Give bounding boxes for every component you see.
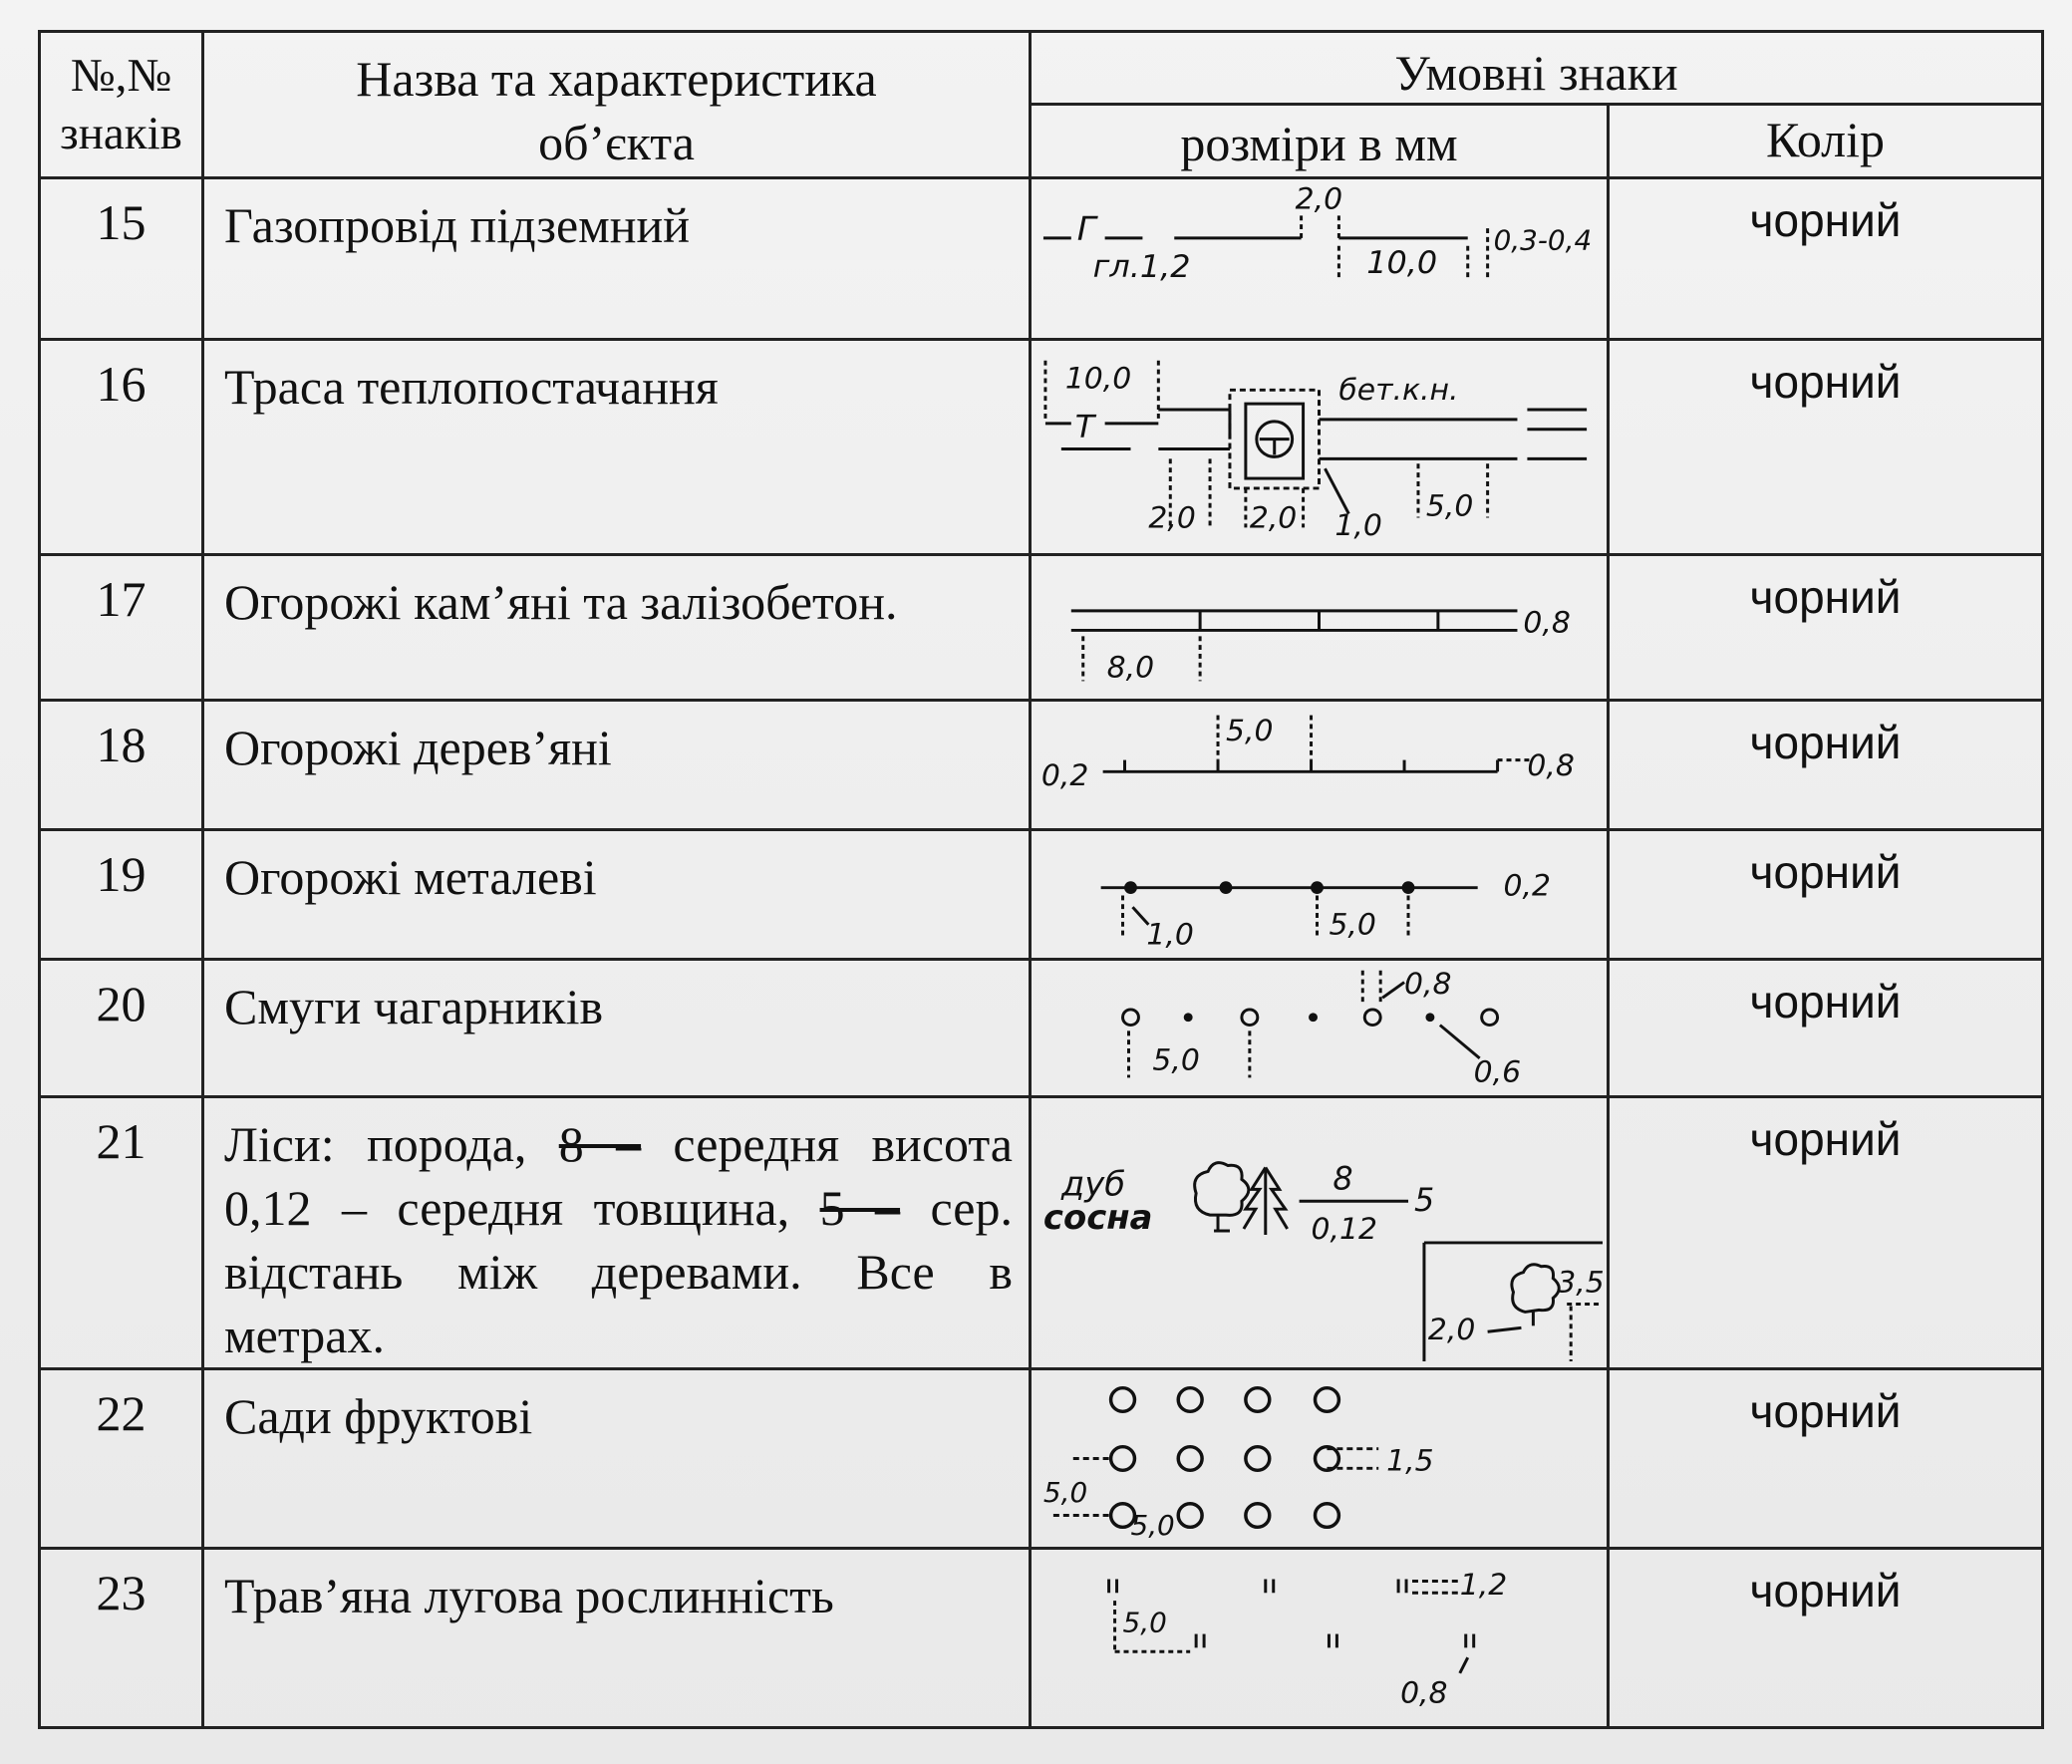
row-number: 22	[40, 1369, 203, 1549]
struck-value: 8 –	[558, 1116, 642, 1172]
annotation: 2,0	[1427, 1313, 1476, 1348]
annotation: 2,0	[1295, 180, 1343, 216]
row-name: Газопровід підземний	[203, 178, 1031, 340]
symbol-gas-pipeline	[1031, 178, 1609, 340]
annotation: 5,0	[1425, 488, 1474, 524]
struck-value: 5 –	[819, 1180, 901, 1236]
annotation: 8,0	[1106, 650, 1155, 685]
annotation: 2,0	[1249, 500, 1298, 536]
table-row	[40, 555, 2043, 701]
fruit-orchard-symbol	[1032, 1370, 1607, 1547]
annotation: 0,2	[1503, 868, 1551, 903]
annotation: Т	[1074, 409, 1095, 445]
annotation: 5,0	[1042, 1475, 1088, 1509]
row-name: Огорожі дерев’яні	[203, 701, 1031, 830]
table-row	[40, 178, 2043, 340]
header-name	[203, 32, 1031, 178]
annotation: 5,0	[1122, 1606, 1167, 1639]
symbol-heating-route	[1031, 340, 1609, 555]
annotation: 1,5	[1386, 1442, 1434, 1478]
deciduous-tree-icon	[1195, 1163, 1249, 1216]
header-number-line2: знаків	[60, 108, 182, 159]
table-row	[40, 1097, 2043, 1369]
row-name: Огорожі металеві	[203, 830, 1031, 960]
row-color: чорний	[1609, 178, 2043, 340]
row-number: 17	[40, 555, 203, 701]
gas-pipeline-symbol	[1032, 179, 1607, 338]
table-row	[40, 340, 2043, 555]
annotation: 3,5	[1557, 1265, 1605, 1301]
annotation: 5,0	[1152, 1042, 1200, 1077]
row-color: чорний	[1609, 701, 2043, 830]
annotation: гл.1,2	[1092, 249, 1191, 286]
symbol-fruit-orchard	[1031, 1369, 1609, 1549]
row-color: чорний	[1609, 1369, 2043, 1549]
symbol-shrub-strip	[1031, 960, 1609, 1097]
annotation: дуб	[1060, 1164, 1126, 1204]
row-name: Огорожі кам’яні та залізобетон.	[203, 555, 1031, 701]
row-name: Сади фруктові	[203, 1369, 1031, 1549]
annotation: 5,0	[1130, 1509, 1175, 1543]
forest-symbol	[1032, 1098, 1607, 1367]
annotation: 2,0	[1148, 500, 1196, 536]
row-name: Смуги чагарників	[203, 960, 1031, 1097]
symbol-metal-fence	[1031, 830, 1609, 960]
header-symbols: Умовні знаки	[1031, 32, 2043, 105]
annotation: 10,0	[1064, 361, 1132, 397]
annotation: 1,0	[1146, 917, 1194, 952]
row-number: 19	[40, 830, 203, 960]
row-color: чорний	[1609, 1549, 2043, 1728]
table-row	[40, 701, 2043, 830]
row-number: 21	[40, 1097, 203, 1369]
row-number: 15	[40, 178, 203, 340]
symbol-forest	[1031, 1097, 1609, 1369]
row-color: чорний	[1609, 830, 2043, 960]
row-name	[203, 1097, 1031, 1369]
symbol-stone-fence	[1031, 555, 1609, 701]
row-name: Трав’яна лугова рослинність	[203, 1549, 1031, 1728]
annotation: 10,0	[1366, 245, 1438, 282]
annotation: 5	[1414, 1182, 1435, 1220]
shrub-strip-symbol	[1032, 961, 1607, 1095]
header-name-line1: Назва та характеристика	[356, 51, 877, 107]
row-color: чорний	[1609, 1097, 2043, 1369]
annotation: 1,0	[1334, 508, 1382, 544]
annotation: 0,6	[1473, 1054, 1522, 1089]
annotation: сосна	[1042, 1198, 1153, 1238]
symbol-meadow-grass	[1031, 1549, 1609, 1728]
name-part: середня висота 0,12 – середня товщина,	[224, 1116, 1014, 1236]
annotation: 0,8	[1523, 605, 1571, 640]
row-number: 18	[40, 701, 203, 830]
metal-fence-symbol	[1032, 831, 1607, 958]
name-part: Ліси: порода,	[224, 1116, 559, 1172]
wooden-fence-symbol	[1032, 702, 1607, 828]
header-row-1	[40, 32, 2043, 105]
name-part: сер. відстань між деревами. Все в метрах.	[224, 1180, 1014, 1363]
annotation: 0,2	[1040, 758, 1089, 792]
table-row	[40, 960, 2043, 1097]
annotation: 1,2	[1459, 1567, 1508, 1603]
legend-table	[38, 30, 2044, 1729]
table-row	[40, 830, 2043, 960]
annotation: 5,0	[1225, 714, 1274, 748]
row-number: 20	[40, 960, 203, 1097]
annotation: 0,8	[1400, 1674, 1448, 1710]
row-number: 23	[40, 1549, 203, 1728]
symbol-wooden-fence	[1031, 701, 1609, 830]
row-number: 16	[40, 340, 203, 555]
header-number	[40, 32, 203, 178]
header-sizes: розміри в мм	[1031, 105, 1609, 178]
row-color: чорний	[1609, 340, 2043, 555]
row-color: чорний	[1609, 555, 2043, 701]
heating-route-symbol	[1032, 341, 1607, 553]
header-color: Колір	[1609, 105, 2043, 178]
row-color: чорний	[1609, 960, 2043, 1097]
annotation: 5,0	[1329, 907, 1376, 942]
annotation: бет.к.н.	[1338, 373, 1459, 409]
annotation: 0,8	[1527, 748, 1575, 783]
annotation: Г	[1076, 209, 1096, 248]
meadow-grass-symbol	[1032, 1550, 1607, 1726]
header-number-line1: №,№	[70, 50, 172, 102]
annotation: 0,12	[1311, 1211, 1377, 1247]
annotation: 0,8	[1404, 967, 1452, 1002]
annotation: 0,3-0,4	[1493, 223, 1593, 257]
annotation: 8	[1332, 1160, 1353, 1198]
table-row	[40, 1549, 2043, 1728]
deciduous-tree-icon	[1512, 1265, 1559, 1313]
table-row	[40, 1369, 2043, 1549]
stone-fence-symbol	[1032, 556, 1607, 699]
row-name: Траса теплопостачання	[203, 340, 1031, 555]
header-name-line2: об’єкта	[538, 115, 695, 170]
